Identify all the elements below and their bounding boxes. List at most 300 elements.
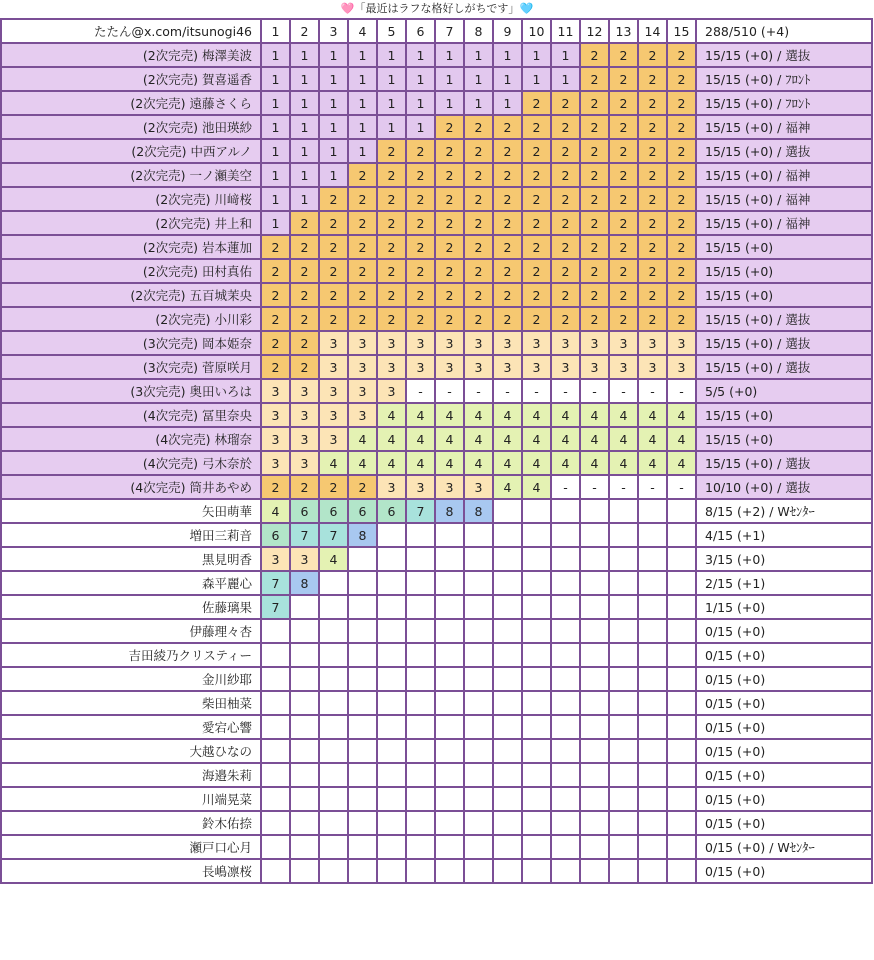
round-cell: 4 [580, 427, 609, 451]
table-row [1, 355, 872, 379]
round-cell [493, 595, 522, 619]
round-cell [377, 595, 406, 619]
round-cell [638, 691, 667, 715]
round-cell: 1 [290, 163, 319, 187]
round-cell [348, 691, 377, 715]
round-cell [551, 643, 580, 667]
round-cell: 2 [609, 115, 638, 139]
round-cell [290, 787, 319, 811]
round-cell: 2 [261, 235, 290, 259]
member-summary: 0/15 (+0) [696, 619, 872, 643]
sheet-title-text: 「最近はラフな格好しがちです」 [354, 2, 520, 15]
round-cell: - [435, 379, 464, 403]
round-cell: 2 [377, 307, 406, 331]
round-cell: 2 [580, 187, 609, 211]
round-cell: 2 [290, 355, 319, 379]
round-cell [290, 595, 319, 619]
round-cell: 2 [348, 307, 377, 331]
round-cell: 2 [493, 115, 522, 139]
round-cell: 4 [435, 451, 464, 475]
round-cell [609, 571, 638, 595]
round-cell: 4 [638, 427, 667, 451]
round-cell: 7 [261, 571, 290, 595]
round-cell: 2 [609, 67, 638, 91]
round-cell: 1 [319, 139, 348, 163]
round-cell [348, 643, 377, 667]
round-cell: 3 [348, 379, 377, 403]
round-cell: 2 [377, 163, 406, 187]
round-cell [348, 571, 377, 595]
round-cell [435, 787, 464, 811]
round-cell [377, 859, 406, 883]
round-cell: 1 [290, 43, 319, 67]
round-cell [319, 835, 348, 859]
round-cell: - [609, 475, 638, 499]
round-cell: 2 [377, 283, 406, 307]
round-cell [551, 547, 580, 571]
table-row [1, 523, 872, 547]
round-cell [435, 571, 464, 595]
member-summary: 0/15 (+0) [696, 739, 872, 763]
round-cell: 2 [667, 235, 696, 259]
member-name: (2次完売) 川﨑桜 [1, 187, 261, 211]
header-row [1, 19, 872, 43]
round-cell: 6 [377, 499, 406, 523]
round-cell [638, 667, 667, 691]
round-cell: 2 [435, 235, 464, 259]
member-summary: 15/15 (+0) / 選抜 [696, 331, 872, 355]
round-cell: 2 [580, 115, 609, 139]
round-cell [319, 667, 348, 691]
round-cell: 1 [435, 91, 464, 115]
round-cell: 1 [261, 187, 290, 211]
round-cell: 2 [377, 139, 406, 163]
round-cell [435, 811, 464, 835]
round-cell [377, 691, 406, 715]
round-cell [261, 643, 290, 667]
round-cell: 1 [406, 43, 435, 67]
round-cell: 1 [261, 115, 290, 139]
round-cell: 3 [290, 403, 319, 427]
round-cell: 1 [261, 139, 290, 163]
round-cell [319, 691, 348, 715]
round-cell: 4 [609, 403, 638, 427]
round-cell: 3 [290, 547, 319, 571]
round-cell: 4 [609, 427, 638, 451]
round-cell: 3 [348, 355, 377, 379]
round-cell: 4 [319, 451, 348, 475]
table-row [1, 307, 872, 331]
round-cell: 2 [522, 307, 551, 331]
table-row [1, 571, 872, 595]
round-cell: 2 [290, 235, 319, 259]
round-cell [261, 739, 290, 763]
round-cell: 2 [319, 307, 348, 331]
round-cell: 4 [435, 403, 464, 427]
table-row [1, 163, 872, 187]
round-cell: 2 [261, 283, 290, 307]
round-cell: 2 [638, 211, 667, 235]
round-cell: 2 [377, 259, 406, 283]
round-cell [377, 739, 406, 763]
round-cell: 1 [290, 139, 319, 163]
round-cell: 2 [377, 187, 406, 211]
round-cell: 2 [609, 259, 638, 283]
column-header: 6 [406, 19, 435, 43]
round-cell [348, 715, 377, 739]
round-cell: 4 [435, 427, 464, 451]
round-cell: 1 [319, 67, 348, 91]
round-cell [638, 619, 667, 643]
member-name: (2次完売) 一ノ瀬美空 [1, 163, 261, 187]
column-header: 1 [261, 19, 290, 43]
round-cell: 2 [609, 211, 638, 235]
member-summary: 0/15 (+0) [696, 787, 872, 811]
round-cell: 2 [406, 211, 435, 235]
round-cell: 2 [551, 163, 580, 187]
round-cell [609, 499, 638, 523]
round-cell: 1 [493, 91, 522, 115]
round-cell [551, 739, 580, 763]
round-cell [667, 667, 696, 691]
member-summary: 2/15 (+1) [696, 571, 872, 595]
round-cell [522, 571, 551, 595]
round-cell: 8 [348, 523, 377, 547]
round-cell: 2 [522, 259, 551, 283]
round-cell: 3 [667, 355, 696, 379]
round-cell: 2 [290, 331, 319, 355]
round-cell: 3 [580, 355, 609, 379]
round-cell: 3 [406, 331, 435, 355]
round-cell [406, 715, 435, 739]
round-cell: 1 [261, 67, 290, 91]
round-cell [377, 523, 406, 547]
round-cell: 2 [580, 139, 609, 163]
round-cell [522, 787, 551, 811]
round-cell: 4 [348, 427, 377, 451]
round-cell: 1 [348, 67, 377, 91]
round-cell: 3 [290, 451, 319, 475]
round-cell: 1 [319, 43, 348, 67]
round-cell [609, 691, 638, 715]
round-cell: 2 [435, 283, 464, 307]
round-cell [435, 523, 464, 547]
round-cell [522, 619, 551, 643]
round-cell [406, 739, 435, 763]
round-cell [319, 811, 348, 835]
round-cell: 1 [348, 139, 377, 163]
round-cell: 1 [290, 91, 319, 115]
round-cell: 2 [522, 115, 551, 139]
round-cell: 2 [551, 187, 580, 211]
round-cell: 2 [464, 283, 493, 307]
column-header: 14 [638, 19, 667, 43]
round-cell: 8 [435, 499, 464, 523]
round-cell: 3 [435, 355, 464, 379]
round-cell: 2 [435, 115, 464, 139]
table-row [1, 715, 872, 739]
round-cell [551, 859, 580, 883]
round-cell [435, 739, 464, 763]
round-cell: 2 [406, 163, 435, 187]
round-cell: - [522, 379, 551, 403]
round-cell [464, 595, 493, 619]
member-summary: 0/15 (+0) [696, 691, 872, 715]
round-cell: 3 [319, 403, 348, 427]
round-cell [667, 643, 696, 667]
round-cell: 2 [493, 283, 522, 307]
member-name: 伊藤理々杏 [1, 619, 261, 643]
round-cell [319, 739, 348, 763]
round-cell: 2 [464, 139, 493, 163]
table-row [1, 835, 872, 859]
round-cell [551, 691, 580, 715]
round-cell: 4 [493, 475, 522, 499]
round-cell [406, 571, 435, 595]
round-cell [377, 835, 406, 859]
round-cell [522, 859, 551, 883]
round-cell: 2 [522, 283, 551, 307]
round-cell [638, 739, 667, 763]
round-cell [290, 643, 319, 667]
member-name: (2次完売) 梅澤美波 [1, 43, 261, 67]
round-cell: 3 [522, 331, 551, 355]
round-cell: 2 [580, 211, 609, 235]
round-cell: 2 [464, 211, 493, 235]
round-cell: 3 [609, 331, 638, 355]
round-cell: 2 [319, 187, 348, 211]
member-name: 川端晃菜 [1, 787, 261, 811]
round-cell: 3 [377, 475, 406, 499]
round-cell: 2 [319, 211, 348, 235]
round-cell: 4 [348, 451, 377, 475]
round-cell: 4 [638, 451, 667, 475]
member-summary: 0/15 (+0) [696, 643, 872, 667]
round-cell: 2 [609, 91, 638, 115]
column-header: 8 [464, 19, 493, 43]
round-cell: - [493, 379, 522, 403]
round-cell [522, 763, 551, 787]
member-summary: 15/15 (+0) / 福神 [696, 163, 872, 187]
round-cell [319, 571, 348, 595]
round-cell [609, 595, 638, 619]
round-cell: 2 [290, 259, 319, 283]
round-cell: 2 [609, 235, 638, 259]
round-cell [377, 811, 406, 835]
round-cell: 3 [580, 331, 609, 355]
round-cell: 2 [667, 139, 696, 163]
round-cell [551, 619, 580, 643]
round-cell [290, 835, 319, 859]
round-cell: 1 [551, 43, 580, 67]
member-summary: 15/15 (+0) / 選抜 [696, 307, 872, 331]
table-row [1, 259, 872, 283]
round-cell: 1 [406, 67, 435, 91]
table-row [1, 283, 872, 307]
round-cell [377, 547, 406, 571]
round-cell [580, 571, 609, 595]
round-cell: 4 [609, 451, 638, 475]
round-cell [435, 619, 464, 643]
table-row [1, 499, 872, 523]
round-cell [609, 811, 638, 835]
round-cell [522, 811, 551, 835]
member-name: (3次完売) 菅原咲月 [1, 355, 261, 379]
round-cell: 1 [377, 43, 406, 67]
round-cell: 1 [348, 43, 377, 67]
member-name: (2次完売) 井上和 [1, 211, 261, 235]
round-cell: 2 [348, 187, 377, 211]
round-cell [319, 619, 348, 643]
member-name: (4次完売) 筒井あやめ [1, 475, 261, 499]
member-name: (2次完売) 賀喜遥香 [1, 67, 261, 91]
round-cell: 4 [667, 403, 696, 427]
round-cell [348, 835, 377, 859]
round-cell: 2 [435, 187, 464, 211]
round-cell: 2 [493, 163, 522, 187]
table-row [1, 859, 872, 883]
member-summary: 10/10 (+0) / 選抜 [696, 475, 872, 499]
round-cell: 2 [290, 211, 319, 235]
member-name: 矢田萌華 [1, 499, 261, 523]
round-cell: 2 [522, 91, 551, 115]
round-cell: 3 [435, 475, 464, 499]
round-cell [667, 547, 696, 571]
round-cell [667, 787, 696, 811]
round-cell: 2 [638, 259, 667, 283]
round-cell: 2 [493, 259, 522, 283]
round-cell [406, 619, 435, 643]
round-cell: 2 [406, 235, 435, 259]
round-cell: 4 [522, 403, 551, 427]
round-cell [464, 691, 493, 715]
round-cell: - [464, 379, 493, 403]
round-cell: 3 [261, 547, 290, 571]
round-cell [493, 691, 522, 715]
round-cell [551, 523, 580, 547]
member-summary: 0/15 (+0) / Wｾﾝﾀｰ [696, 835, 872, 859]
round-cell: 3 [464, 331, 493, 355]
round-cell [580, 859, 609, 883]
member-name: (2次完売) 五百城茉央 [1, 283, 261, 307]
round-cell [638, 499, 667, 523]
round-cell [522, 547, 551, 571]
round-cell [319, 763, 348, 787]
member-name: (2次完売) 岩本蓮加 [1, 235, 261, 259]
column-header: 4 [348, 19, 377, 43]
round-cell: 3 [261, 403, 290, 427]
round-cell: 3 [319, 331, 348, 355]
round-cell: 4 [261, 499, 290, 523]
round-cell: 2 [551, 211, 580, 235]
round-cell: 2 [638, 307, 667, 331]
round-cell [348, 619, 377, 643]
round-cell [638, 763, 667, 787]
round-cell: 1 [348, 115, 377, 139]
round-cell [435, 667, 464, 691]
round-cell: - [406, 379, 435, 403]
round-cell: 4 [319, 547, 348, 571]
round-cell [377, 787, 406, 811]
round-cell [522, 835, 551, 859]
round-cell [580, 499, 609, 523]
round-cell [464, 739, 493, 763]
round-cell: 1 [261, 163, 290, 187]
round-cell: 1 [464, 91, 493, 115]
round-cell: 2 [464, 187, 493, 211]
round-cell: 4 [551, 451, 580, 475]
member-summary: 5/5 (+0) [696, 379, 872, 403]
table-row [1, 211, 872, 235]
member-name: 海邉朱莉 [1, 763, 261, 787]
member-name: 長嶋凛桜 [1, 859, 261, 883]
round-cell: 1 [319, 91, 348, 115]
round-cell: 2 [667, 115, 696, 139]
round-cell [493, 739, 522, 763]
member-name: 金川紗耶 [1, 667, 261, 691]
round-cell: 8 [464, 499, 493, 523]
round-cell: 3 [290, 427, 319, 451]
round-cell: 2 [290, 475, 319, 499]
round-cell: 2 [667, 91, 696, 115]
round-cell: 4 [377, 403, 406, 427]
round-cell: 2 [435, 307, 464, 331]
round-cell: 4 [580, 451, 609, 475]
round-cell [493, 715, 522, 739]
round-cell [493, 643, 522, 667]
round-cell: 1 [290, 67, 319, 91]
round-cell: 2 [551, 91, 580, 115]
round-cell [261, 835, 290, 859]
round-cell [609, 835, 638, 859]
round-cell [406, 787, 435, 811]
round-cell: 2 [464, 115, 493, 139]
round-cell: 1 [319, 115, 348, 139]
round-cell: 2 [493, 139, 522, 163]
sales-table [0, 18, 873, 884]
round-cell [464, 667, 493, 691]
round-cell: 2 [319, 259, 348, 283]
table-row [1, 619, 872, 643]
round-cell [319, 643, 348, 667]
member-name: (3次完売) 奥田いろは [1, 379, 261, 403]
column-header: 3 [319, 19, 348, 43]
member-name: (4次完売) 林瑠奈 [1, 427, 261, 451]
round-cell: 2 [348, 163, 377, 187]
round-cell [435, 691, 464, 715]
round-cell: 3 [667, 331, 696, 355]
round-cell: 2 [435, 139, 464, 163]
round-cell: 2 [406, 283, 435, 307]
member-name: 愛宕心響 [1, 715, 261, 739]
member-name: 森平麗心 [1, 571, 261, 595]
round-cell [667, 715, 696, 739]
round-cell: 2 [290, 283, 319, 307]
round-cell [667, 811, 696, 835]
table-row [1, 739, 872, 763]
round-cell: 1 [522, 67, 551, 91]
round-cell: 2 [377, 235, 406, 259]
round-cell: 4 [580, 403, 609, 427]
round-cell: 1 [290, 187, 319, 211]
round-cell [638, 571, 667, 595]
round-cell [406, 667, 435, 691]
member-name: (2次完売) 中西アルノ [1, 139, 261, 163]
round-cell [493, 763, 522, 787]
round-cell [522, 715, 551, 739]
round-cell [493, 835, 522, 859]
round-cell: - [580, 475, 609, 499]
